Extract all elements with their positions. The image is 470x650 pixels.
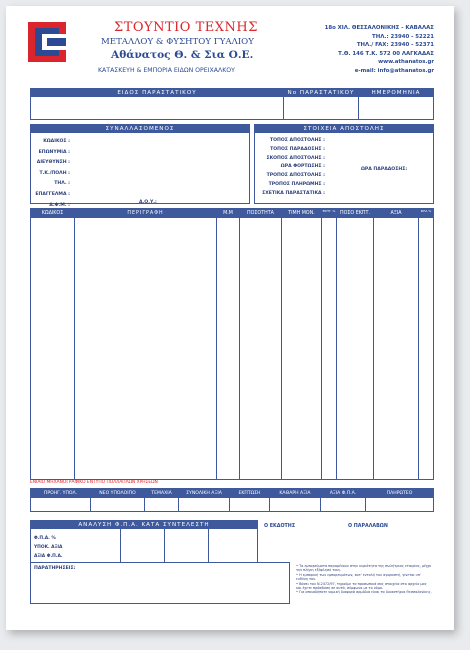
company-name-line2: ΜΕΤΑΛΛΟΥ & ΦΥΣΗΤΟΥ ΓΥΑΛΙΟΥ (101, 37, 254, 47)
vat-analysis-header: ΑΝΑΛΥΣΗ Φ.Π.Α. ΚΑΤΑ ΣΥΝΤΕΛΕΣΤΗ (31, 521, 257, 529)
doc-date-header: ΗΜΕΡΟΜΗΝΙΑ (359, 89, 433, 97)
shipping-related-docs-label: ΣΧΕΤΙΚΑ ΠΑΡΑΣΤΑΤΙΚΑ : (262, 190, 325, 196)
shipping-origin-label: ΤΟΠΟΣ ΑΠΟΣΤΟΛΗΣ : (270, 138, 325, 143)
total-pieces: ΤΕΜΑΧΙΑ (151, 491, 172, 496)
company-name-line1: ΣΤΟΥΝΤΙΟ ΤΕΧΝΗΣ (114, 20, 258, 35)
contact-web: www.athanatos.gr (378, 59, 434, 66)
contact-email: e-mail: info@athanatos.gr (354, 67, 434, 74)
legal-note-1: • Τα εμπορεύματα παραμένουν στην κυριότητα της πωλήτριας εταιρίας, μέχρι την πλήρη εξόφλησή τους. (296, 564, 432, 573)
customer-name-label: ΕΠΩΝΥΜΙΑ : (38, 149, 70, 155)
legal-notes (296, 564, 432, 595)
shipping-purpose-label: ΣΚΟΠΟΣ ΑΠΟΣΤΟΛΗΣ : (266, 155, 325, 161)
contact-telfax: ΤΗΛ./ FAX: 23940 - 52371 (356, 42, 434, 49)
customer-profession-label: ΕΠΑΓΓΕΛΜΑ : (35, 191, 70, 197)
col-value: ΑΞΙΑ (390, 211, 402, 216)
customer-field-labels (34, 137, 70, 211)
totals-box (30, 488, 434, 512)
contact-tel: ΤΗΛ.: 23940 - 52221 (372, 33, 434, 40)
total-payable: ΠΛΗΡΩΤΕΟ (386, 491, 413, 496)
shipping-field-labels (257, 137, 325, 199)
total-prev-balance: ΠΡΟΗΓ. ΥΠΟΛ. (43, 491, 78, 496)
doc-type-field[interactable] (32, 99, 282, 117)
vat-taxable-label: ΥΠΟΚ. ΑΞΙΑ (34, 545, 63, 550)
shipping-loading-time-label: ΩΡΑ ΦΟΡΤΩΣΗΣ : (280, 164, 325, 170)
doc-number-field[interactable] (285, 99, 357, 117)
contact-po-box: Τ.Θ. 146 Τ.Κ. 572 00 ΛΑΓΚΑΔΑΣ (338, 50, 434, 57)
receiver-signature-label: Ο ΠΑΡΑΛΑΒΩΝ (348, 524, 388, 529)
issuer-signature-label: Ο ΕΚΔΟΤΗΣ (264, 524, 296, 529)
customer-city-label: Τ.Κ./ΠΟΛΗ : (39, 170, 70, 176)
col-unit-price: ΤΙΜΗ ΜΟΝ. (288, 211, 315, 216)
col-discount-amount: ΠΟΣΟ ΕΚΠΤ. (340, 211, 370, 216)
legal-note-3: • Βάσει του Ν.2472/97, τηρούμε τα προσωπικά σας στοιχεία στο αρχείο μας και έχετε πρόσβαση σε αυτά, σύμφωνα με το νόμο. (296, 581, 427, 591)
contact-address: 18ο ΧΙΛ. ΘΕΣΣΑΛΟΝΙΚΗΣ - ΚΑΒΑΛΑΣ (324, 25, 434, 31)
total-discount: ΕΚΠΤΩΣΗ (238, 491, 261, 496)
invoice-sheet (6, 6, 454, 630)
col-quantity: ΠΟΣΟΤΗΤΑ (247, 211, 274, 216)
vat-amount-label: ΑΞΙΑ Φ.Π.Α. (34, 554, 63, 559)
items-table-body[interactable] (31, 219, 433, 478)
company-tagline: ΚΑΤΑΣΚΕΥΗ & ΕΜΠΟΡΙΑ ΕΙΔΩΝ ΟΡΕΙΧΑΛΚΟΥ (98, 67, 235, 74)
doc-date-field[interactable] (360, 99, 432, 117)
shipping-delivery-time-label: ΩΡΑ ΠΑΡΑΔΟΣΗΣ: (361, 167, 408, 172)
customer-code-label: ΚΩΔΙΚΟΣ : (43, 139, 70, 144)
shipping-header: ΣΤΟΙΧΕΙΑ ΑΠΟΣΤΟΛΗΣ (255, 125, 433, 133)
total-gross-value: ΣΥΝΟΛΙΚΗ ΑΞΙΑ (186, 491, 222, 496)
company-logo (28, 22, 66, 62)
shipping-box (254, 124, 434, 204)
customer-address-label: ΔΙΕΥΘΥΝΣΗ : (36, 160, 70, 166)
col-code: ΚΩΔΙΚΟΣ (41, 211, 64, 216)
customer-tax-office-label: Δ.Ο.Υ.: (139, 200, 157, 205)
remarks-box[interactable] (30, 562, 290, 604)
legal-note-4: • Για οποιαδήποτε νομική διαφορά αρμόδια είναι τα δικαστήρια Θεσσαλονίκης. (296, 590, 432, 595)
customer-box (30, 124, 250, 208)
vat-analysis-box (30, 520, 258, 564)
total-new-balance: ΝΕΟ ΥΠΟΛΟΙΠΟ (99, 491, 136, 496)
col-vat-percent: ΦΠΑ % (420, 209, 432, 213)
vat-analysis-row-labels (34, 534, 63, 561)
customer-vat-label: Α.Φ.Μ. : (49, 202, 70, 208)
items-table (30, 208, 434, 480)
col-discount-percent: ΕΚΠΤ. % (322, 209, 336, 213)
total-net-value: ΚΑΘΑΡΗ ΑΞΙΑ (279, 491, 311, 496)
contact-block (274, 24, 434, 76)
shipping-destination-label: ΤΟΠΟΣ ΠΑΡΑΔΟΣΗΣ : (270, 146, 325, 152)
customer-phone-label: ΤΗΛ. : (54, 181, 70, 187)
shipping-payment-label: ΤΡΟΠΟΣ ΠΛΗΡΩΜΗΣ : (268, 181, 325, 187)
doc-type-header: ΕΙΔΟΣ ΠΑΡΑΣΤΑΤΙΚΟΥ (31, 89, 283, 97)
doc-number-header: Νο ΠΑΡΑΣΤΑΤΙΚΟΥ (284, 89, 358, 97)
total-vat-value: ΑΞΙΑ Φ.Π.Α. (329, 491, 357, 496)
legal-note-2: • Η εμπορική των εμπορευμάτων, κατ' εντολή του αγοραστή, γίνεται υπ' ευθύνη του. (296, 572, 421, 582)
totals-header (31, 489, 433, 498)
col-unit: Μ.Μ (223, 211, 233, 216)
company-name-line3: Αθάνατος Θ. & Σια Ο.Ε. (111, 49, 254, 61)
shipping-method-label: ΤΡΟΠΟΣ ΑΠΟΣΤΟΛΗΣ : (266, 173, 325, 179)
vat-rate-label: Φ.Π.Α. % (34, 536, 56, 541)
remarks-label: ΠΑΡΑΤΗΡΗΣΕΙΣ: (34, 566, 76, 571)
document-header-box (30, 88, 434, 120)
col-description: ΠΕΡΙΓΡΑΦΗ (127, 211, 164, 216)
customer-header: ΣΥΝΑΛΛΑΣΟΜΕΝΟΣ (31, 125, 249, 133)
printer-note: ΕΝΙΑΙΟ ΜΗΧΑΝΟΓΡΑΦΙΚΟ ΕΝΤΥΠΟ ΠΟΛΛΑΠΛΩΝ ΧΡΗΣΕΩΝ (30, 480, 158, 485)
